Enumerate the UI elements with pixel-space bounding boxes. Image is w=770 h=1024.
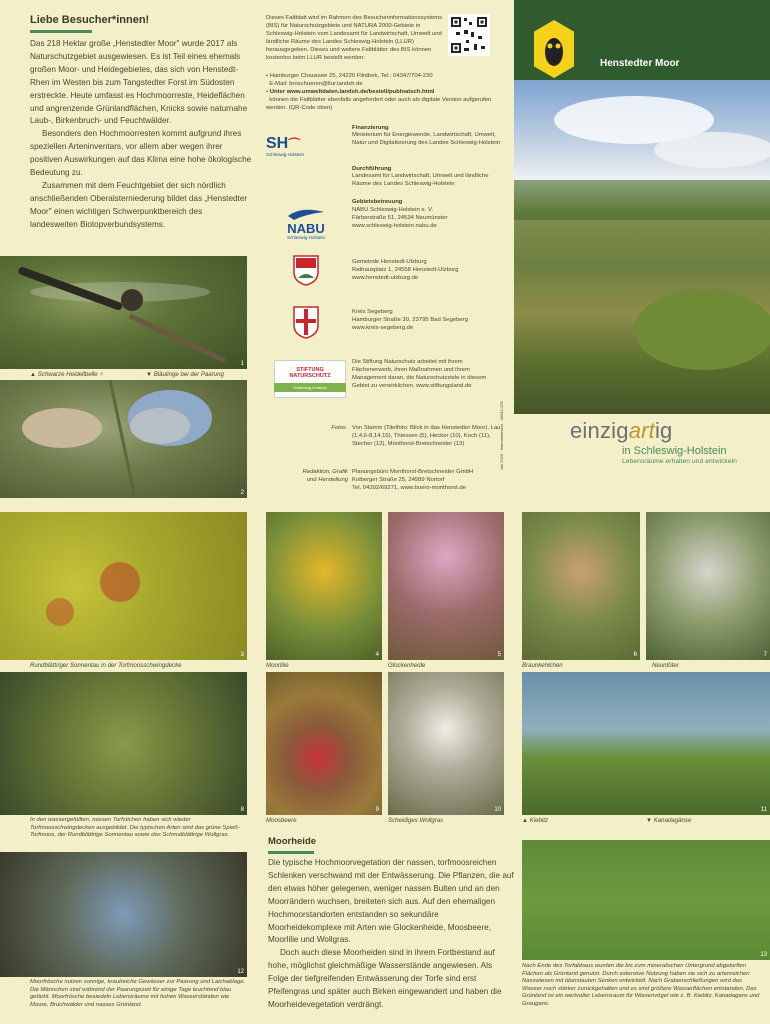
foundation-logo xyxy=(274,360,346,398)
municipality-name: Gemeinde Henstedt-Ulzburg xyxy=(352,259,427,265)
welcome-paragraph: Besonders den Hochmoorresten kommt aufgrund ihres speziellen Arteninventars, vor allem aber wegen ihrer positiven Auswirkungen auf das Klima eine hohe ökologische Bedeutung zu. xyxy=(30,129,252,178)
order-address: • Hamburger Chaussee 25, 24220 Flintbek, Tel.: 04347/704-230 E-Mail: broschueren@llur.landsh.de • Unter www.umweltdaten.landsh.de/bestell/publnatsch.html können die Faltblätter ebenfalls angefordert oder auch als digitale Version aufgerufen werden. (QR-Code oben) xyxy=(266,73,492,111)
dragonfly-photo xyxy=(0,256,247,369)
caption-shrike: Neuntöter xyxy=(652,662,679,669)
crest-icon xyxy=(292,254,320,286)
photo-number: 6 xyxy=(633,652,637,658)
photo-number: 4 xyxy=(375,652,379,658)
editorial-address: Kolberger Straße 25, 24589 Nortorf xyxy=(352,477,445,483)
foundation-text: Die Stiftung Naturschutz arbeitet mit ihrem Flächenerwerb, ihren Maßnahmen und ihrem Management daran, die Naturschutzziele in diesem Gebiet zu verwirklichen. www.stiftungsland.de xyxy=(352,359,487,389)
editorial-contact[interactable]: Tel. 04392/69271, www.buero-monthorst.de xyxy=(352,485,466,491)
district-name: Kreis Segeberg xyxy=(352,309,393,315)
photo-number: 9 xyxy=(375,807,379,813)
welcome-paragraph: Das 218 Hektar große „Henstedter Moor" wurde 2017 als Naturschutzgebiet ausgewiesen. Es ist Teil eines ehemals großen Moor- und Heidegebietes, das sich von Henstedt-Rhen im Westen bis zum Tangstedter Forst im Südosten erstreckte. Heute umfasst es Hochmoorreste, Heideflächen und angrenzende Grünlandflächen, Knicks sowie naturnahe Laub-, Birkenbruch- und Feuchtwälder. xyxy=(30,39,248,126)
caption-peat-pit: In den wassergefüllten, nassen Torfstichen haben sich wieder Torfmoosschwingdecken ausgebildet. Die typischen Arten sind das grüne Spieß-Torfmoos, der Rundblättrige Sonnentau sowie das Schmalblättrige Wollgras. xyxy=(30,817,240,839)
caption-cotton-grass: Scheidiges Wollgras xyxy=(388,817,444,824)
cover-title: Henstedter Moor xyxy=(600,58,680,69)
caption-canada-geese: ▼ Kanadagänse xyxy=(646,817,692,824)
execution-text: Landesamt für Landwirtschaft, Umwelt und ländliche Räume des Landes Schleswig-Holstein xyxy=(352,173,489,187)
foundation-logo-sub: Schleswig-Holstein xyxy=(274,383,346,392)
heading-underline xyxy=(268,851,314,854)
municipality-url[interactable]: www.henstedt-ulzburg.de xyxy=(352,275,419,281)
care-url[interactable]: www.schleswig-holstein.nabu.de xyxy=(352,223,437,229)
qr-code-icon xyxy=(450,16,488,54)
care-address: Färberstraße 51, 24534 Neumünster xyxy=(352,215,448,221)
caption-blues: ▼ Bläulinge bei der Paarung xyxy=(146,371,224,378)
moorheide-paragraph: Die typische Hochmoorvegetation der nassen, torfmoosreichen Schlenken verschwand mit der Entwässerung. Die Pflanzen, die auf den etwas höher gelegenen, weniger nassen Bulten und an den Moorrändern wuchsen, breiteten sich aus. Auf den ehemaligen Hochmoorstandorten entstanden so sekundäre Moorheidekomplexe mit Arten wie Glockenheide, Moosbeere, Moorlilie und Wollgras. xyxy=(268,858,514,945)
crest-icon xyxy=(292,305,320,339)
order-note: können die Faltblätter ebenfalls angefordert oder auch als digitale Version aufgerufen werden. (QR-Code oben) xyxy=(266,97,492,111)
moorheide-text xyxy=(268,857,514,1012)
cranberry-photo xyxy=(266,672,382,815)
shrike-photo xyxy=(646,512,770,660)
edition-note: Juli 2020 · Internetversion · 40042-209 xyxy=(499,401,504,470)
welcome-panel xyxy=(0,0,256,256)
stork-icon xyxy=(286,206,326,222)
caption-lapwing: ▲ Kiebitz xyxy=(522,817,549,824)
lapwing-photo xyxy=(522,672,770,815)
peat-pit-photo xyxy=(0,672,247,815)
photo-number: 11 xyxy=(760,807,767,813)
photos-label: Fotos xyxy=(331,425,346,431)
caption-cranberry: Moosbeere xyxy=(266,817,297,824)
qr-code[interactable] xyxy=(448,14,490,56)
photo-number: 12 xyxy=(237,969,244,975)
photo-number: 2 xyxy=(240,490,244,496)
sh-logo xyxy=(266,124,344,168)
cross-leaved-heath-photo xyxy=(388,512,504,660)
photo-number: 13 xyxy=(760,952,767,958)
cover-panel xyxy=(514,0,770,512)
order-url[interactable]: Unter www.umweltdaten.landsh.de/bestell/publnatsch.html xyxy=(269,89,435,95)
municipality-crest xyxy=(290,254,322,286)
editorial-name: Planungsbüro Monthorst-Bretschneider GmbH xyxy=(352,469,474,475)
financing-heading: Finanzierung xyxy=(352,125,389,131)
financing-text: Ministerium für Energiewende, Landwirtschaft, Umwelt, Natur und Digitalisierung des Landes Schleswig-Holstein xyxy=(352,132,500,146)
district-url[interactable]: www.kreis-segeberg.de xyxy=(352,325,414,331)
owl-shield xyxy=(534,20,574,78)
photo-number: 1 xyxy=(240,361,244,367)
district-crest xyxy=(290,304,322,340)
photo-number: 5 xyxy=(497,652,501,658)
moor-frog-photo xyxy=(0,852,247,977)
cotton-grass-photo xyxy=(388,672,504,815)
info-intro: Dieses Faltblatt wird im Rahmen des Besucherinformationssystems (BIS) für Naturschutzgebiete und NATURA 2000-Gebiete in Schleswig-Holstein vom Landesamt für Landwirtschaft, Umwelt und ländliche Räume des Landes Schleswig-Holstein (LLUR) herausgegeben. Dieses und weitere Faltblätter des BIS können kostenlos beim LLUR bestellt werden: xyxy=(266,15,443,61)
care-org: NABU Schleswig-Holstein e. V. xyxy=(352,207,433,213)
cover-photo xyxy=(514,80,770,414)
photo-number: 7 xyxy=(763,652,767,658)
slogan-part: einzig xyxy=(570,418,629,443)
moorheide-heading: Moorheide xyxy=(268,836,317,847)
moor-landscape xyxy=(514,80,770,414)
sundew-photo xyxy=(0,512,247,660)
care-heading: Gebietsbetreuung xyxy=(352,199,403,205)
info-column xyxy=(258,0,514,512)
photo-number: 3 xyxy=(240,652,244,658)
caption-sundew: Rundblättriger Sonnentau in der Torfmoosschwingdecke xyxy=(30,662,182,669)
geese-photo xyxy=(522,840,770,960)
execution-heading: Durchführung xyxy=(352,166,392,172)
photo-number: 10 xyxy=(494,807,501,813)
bog-asphodel-photo xyxy=(266,512,382,660)
editorial-label-line: und Herstellung xyxy=(306,477,348,483)
welcome-paragraph: Zusammen mit dem Feuchtgebiet der sich nördlich anschließenden Oberalsterniederung bildet das „Henstedter Moor" einen wichtigen Schwerpunktbereich des landesweiten Biotopverbundsystems. xyxy=(30,180,248,229)
sundew-illustration xyxy=(0,512,247,660)
editorial-label xyxy=(282,468,348,484)
foundation-logo-text: STIFTUNG NATURSCHUTZ xyxy=(289,366,331,379)
caption-bog-asphodel: Moorlilie xyxy=(266,662,289,669)
butterfly-illustration xyxy=(0,380,247,498)
order-address-text: Hamburger Chaussee 25, 24220 Flintbek, Tel.: 04347/704-230 xyxy=(269,73,433,79)
nabu-logo xyxy=(276,202,336,244)
slogan-highlight: art xyxy=(628,418,655,443)
heading-underline xyxy=(30,30,92,33)
butterflies-photo xyxy=(0,380,247,498)
photo-number: 8 xyxy=(240,807,244,813)
caption-whinchat: Braunkehlchen xyxy=(522,662,563,669)
cover-place: in Schleswig-Holstein xyxy=(622,445,727,457)
photos-credits: Von Stamm (Titelfoto: Blick in das Henstedter Moor), Lau (1,4,6-8,14,15), Thiessen (5), Hecker (10), Koch (11), Stecher (12), Monthorst-Bretschneider (13) xyxy=(352,425,501,447)
order-email[interactable]: E-Mail: broschueren@llur.landsh.de xyxy=(269,81,363,87)
sh-logo-sub: Schleswig-Holstein xyxy=(266,151,305,157)
sh-logo-text: SH⌒ xyxy=(266,134,301,152)
district-address: Hamburger Straße 30, 23795 Bad Segeberg xyxy=(352,317,468,323)
caption-cross-leaved-heath: Glockenheide xyxy=(388,662,426,669)
owl-icon xyxy=(534,20,574,78)
whinchat-photo xyxy=(522,512,640,660)
nabu-logo-text: NABU xyxy=(287,221,325,236)
caption-dragonfly: ▲ Schwarze Heidelibelle ♂ xyxy=(30,371,104,378)
cover-subtitle: Lebensräume erhalten und entwickeln xyxy=(622,458,737,465)
editorial-label-line: Redaktion, Grafik xyxy=(302,469,348,475)
moorheide-paragraph: Doch auch diese Moorheiden sind in ihrem Fortbestand auf hohe, möglichst gleichmäßige Wasserstände angewiesen. Als Folge der tiefgreifenden Entwässerung der Torfe sind erst Pfeifengras und später auch Birken eingewandert und haben die Moorheidevegetation verdrängt. xyxy=(268,948,502,1009)
municipality-address: Rathausplatz 1, 24558 Henstedt-Ulzburg xyxy=(352,267,459,273)
cover-slogan xyxy=(570,418,673,444)
welcome-text xyxy=(30,38,252,232)
dragonfly-illustration xyxy=(0,256,247,369)
caption-grassland: Nach Ende des Torfabbaus wurden die bis zum mineralischen Untergrund abgetorften Flächen als Grünland genutzt. Durch extensive Nutzung haben sie sich zu artenreichen Nasswiesen mit überstauten Senken entwickelt. Nach Grabenschließungen wird das Wasser noch stärker zurückgehalten und es sind größere Wasserflächen entstanden. Das Grünland ist ein wertvoller Lebensraum für Wiesenvögel wie z. B. Kiebitz, Kanadagans und Graugans. xyxy=(522,963,760,1007)
nabu-logo-sub: Schleswig-Holstein xyxy=(286,235,325,240)
caption-moor-frog: Moorfrösche nutzen sonnige, krautreiche Gewässer zur Paarung und Laichablage. Die Männchen sind während der Paarungszeit für einige Tage leuchtend blau gefärbt. Moorfrösche besiedeln Lebensräume mit hohen Wasserständen wie Moore, Bruchwälder und nasses Grünland. xyxy=(30,979,246,1008)
welcome-heading: Liebe Besucher*innen! xyxy=(30,14,150,26)
slogan-part: ig xyxy=(654,418,673,443)
